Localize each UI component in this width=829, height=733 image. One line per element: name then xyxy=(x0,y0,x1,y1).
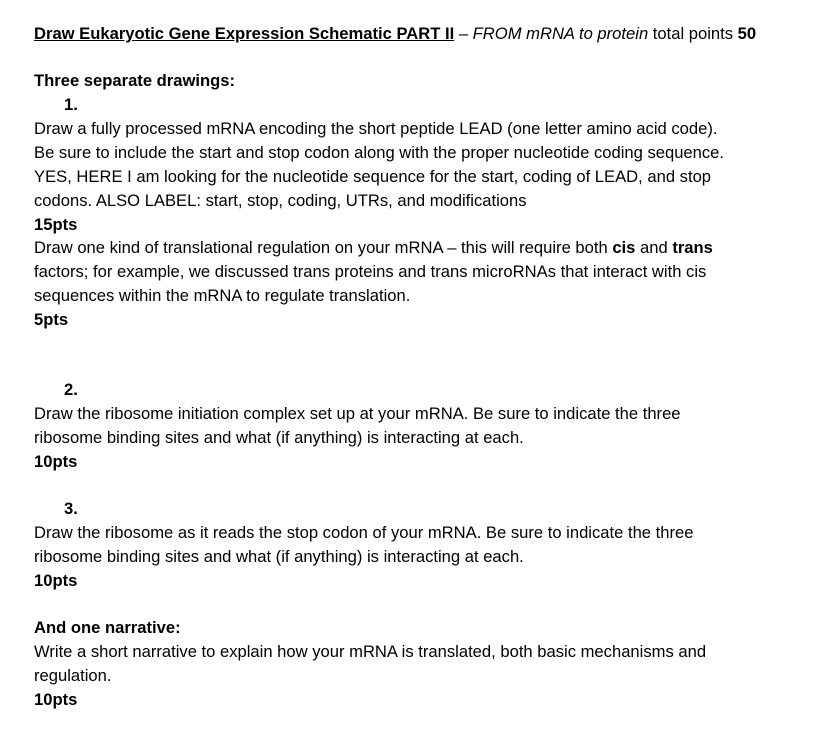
and-connector: and xyxy=(635,238,673,257)
item-3-points: 10pts xyxy=(34,571,78,590)
item-2-text-line: ribosome binding sites and what (if anything) is interacting at each. xyxy=(34,428,524,447)
cis-term: cis xyxy=(612,238,636,257)
narrative-heading: And one narrative: xyxy=(34,618,181,637)
item-1-text-line: YES, HERE I am looking for the nucleotide sequence for the start, coding of LEAD, and stop xyxy=(34,167,712,186)
trans-term: trans xyxy=(672,238,713,257)
item-1-text-line: Draw a fully processed mRNA encoding the short peptide LEAD (one letter amino acid code). xyxy=(34,119,718,138)
item-3-number: 3. xyxy=(64,499,78,518)
total-points-value: 50 xyxy=(737,24,757,43)
item-1-text-line: Be sure to include the start and stop codon along with the proper nucleotide coding sequence. xyxy=(34,143,725,162)
item-1-text-line: codons. ALSO LABEL: start, stop, coding, UTRs, and modifications xyxy=(34,191,527,210)
title-subtitle: FROM mRNA to protein xyxy=(472,24,649,43)
item-2-number: 2. xyxy=(64,380,78,399)
item-2-points: 10pts xyxy=(34,452,78,471)
regulation-points: 5pts xyxy=(34,310,69,329)
title-main: Draw Eukaryotic Gene Expression Schematic PART II xyxy=(34,24,455,43)
title-dash: – xyxy=(454,24,473,43)
item-3-text-line: Draw the ribosome as it reads the stop codon of your mRNA. Be sure to indicate the three xyxy=(34,523,694,542)
regulation-line xyxy=(34,236,713,260)
item-2-text-line: Draw the ribosome initiation complex set up at your mRNA. Be sure to indicate the three xyxy=(34,404,681,423)
item-1-points: 15pts xyxy=(34,215,78,234)
regulation-text-line: sequences within the mRNA to regulate translation. xyxy=(34,286,411,305)
total-points-label: total points xyxy=(648,24,738,43)
item-1-number: 1. xyxy=(64,95,78,114)
title-line xyxy=(34,22,756,46)
regulation-text-line: factors; for example, we discussed trans proteins and trans microRNAs that interact with cis xyxy=(34,262,707,281)
narrative-points: 10pts xyxy=(34,690,78,709)
narrative-text-line: regulation. xyxy=(34,666,112,685)
drawings-heading: Three separate drawings: xyxy=(34,71,236,90)
narrative-text-line: Write a short narrative to explain how your mRNA is translated, both basic mechanisms and xyxy=(34,642,707,661)
item-3-text-line: ribosome binding sites and what (if anything) is interacting at each. xyxy=(34,547,524,566)
regulation-text: Draw one kind of translational regulation on your mRNA – this will require both xyxy=(34,238,613,257)
